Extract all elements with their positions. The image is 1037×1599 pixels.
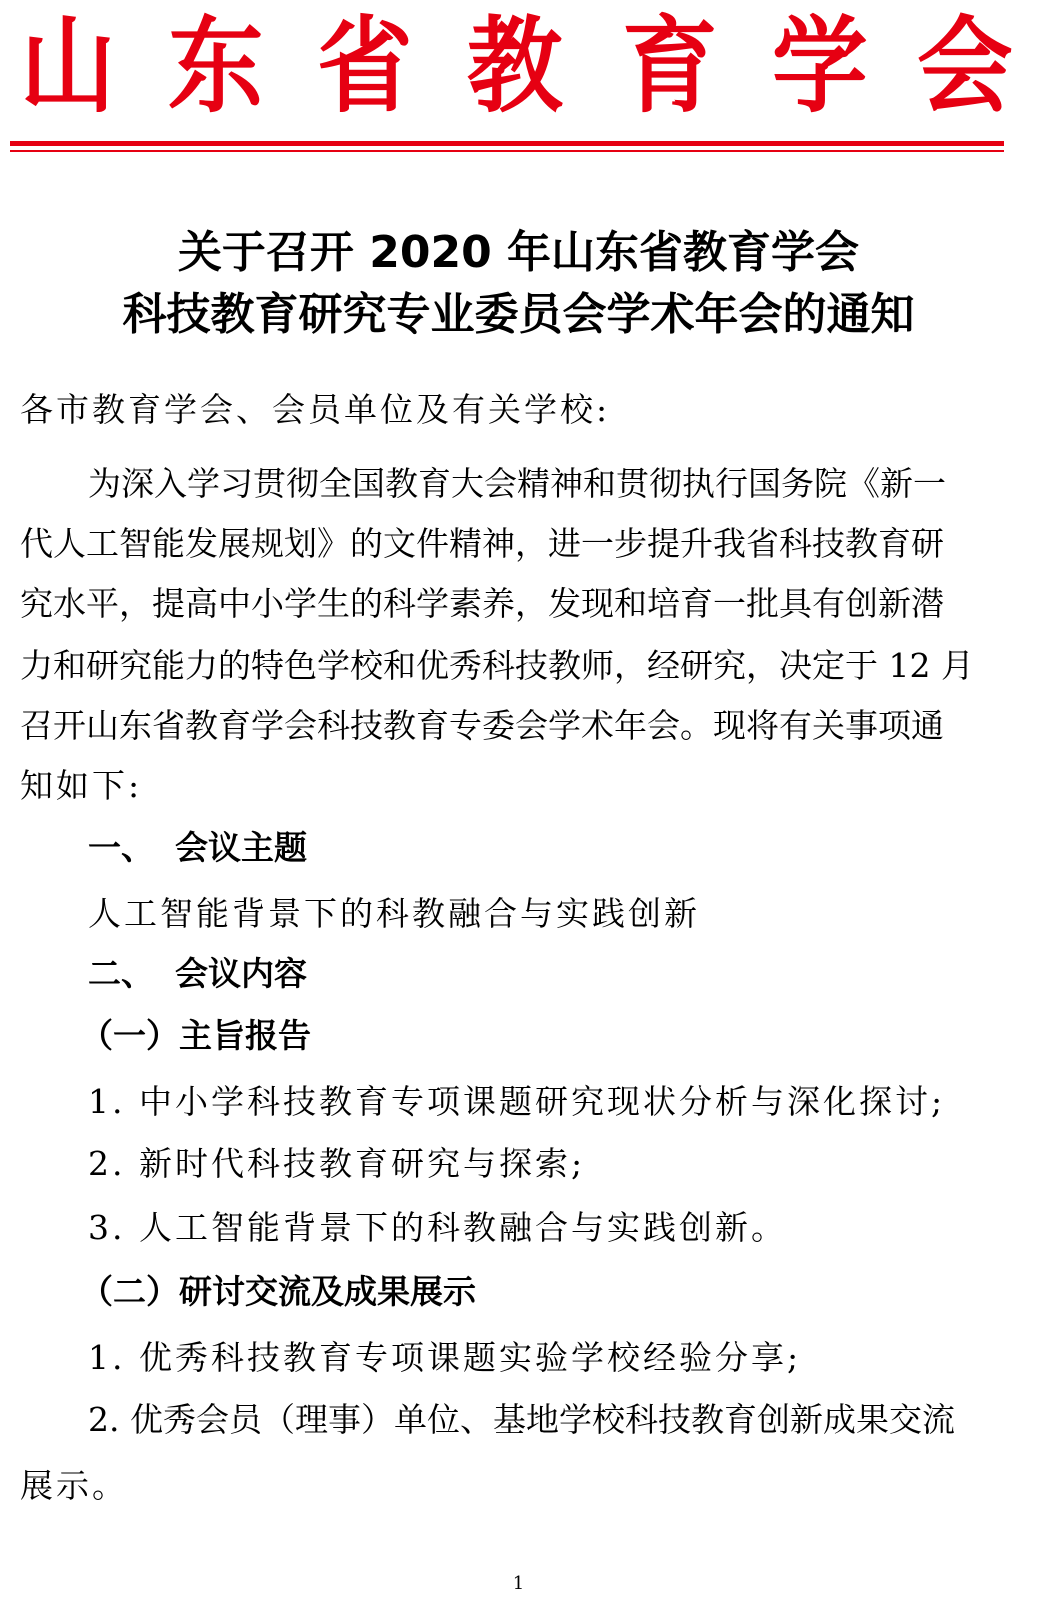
section-1-body: 人工智能背景下的科教融合与实践创新 bbox=[88, 894, 700, 933]
intro-line: 究水平，提高中小学生的科学素养，发现和培育一批具有创新潜 bbox=[20, 584, 944, 623]
letterhead-char: 省 bbox=[317, 4, 413, 127]
document-title-line-1: 关于召开 2020 年山东省教育学会 bbox=[177, 227, 860, 278]
section-1-heading: 会议主题 bbox=[175, 828, 307, 867]
section-2-heading: 会议内容 bbox=[175, 954, 307, 993]
letterhead-char: 会 bbox=[917, 4, 1013, 127]
letterhead bbox=[12, 6, 1012, 126]
intro-line: 代人工智能发展规划》的文件精神，进一步提升我省科技教育研 bbox=[20, 524, 944, 563]
letterhead-rule-thin bbox=[10, 150, 1004, 152]
subsection-2-item: 1. 优秀科技教育专项课题实验学校经验分享; bbox=[88, 1338, 802, 1377]
page-number: 1 bbox=[512, 1573, 525, 1594]
letterhead-char: 东 bbox=[168, 4, 264, 127]
subsection-1-heading: （一）主旨报告 bbox=[80, 1016, 311, 1055]
letterhead-char: 育 bbox=[622, 4, 718, 127]
letterhead-char: 教 bbox=[467, 4, 563, 127]
document-title-line-2: 科技教育研究专业委员会学术年会的通知 bbox=[122, 289, 915, 340]
section-2-number: 二、 bbox=[88, 954, 154, 993]
subsection-1-item: 2. 新时代科技教育研究与探索; bbox=[88, 1144, 586, 1183]
intro-line: 为深入学习贯彻全国教育大会精神和贯彻执行国务院《新一 bbox=[88, 464, 946, 503]
letterhead-char: 山 bbox=[20, 4, 116, 127]
intro-line: 召开山东省教育学会科技教育专委会学术年会。现将有关事项通 bbox=[20, 706, 944, 745]
letterhead-char: 学 bbox=[772, 4, 868, 127]
intro-line: 知如下: bbox=[20, 766, 143, 805]
subsection-2-heading: （二）研讨交流及成果展示 bbox=[80, 1272, 476, 1311]
subsection-2-item: 2. 优秀会员（理事）单位、基地学校科技教育创新成果交流 bbox=[88, 1400, 955, 1439]
letterhead-rule-thick bbox=[10, 141, 1004, 146]
salutation: 各市教育学会、会员单位及有关学校: bbox=[20, 390, 611, 429]
subsection-2-item: 展示。 bbox=[20, 1466, 128, 1505]
subsection-1-item: 3. 人工智能背景下的科教融合与实践创新。 bbox=[88, 1208, 787, 1247]
subsection-1-item: 1. 中小学科技教育专项课题研究现状分析与深化探讨; bbox=[88, 1082, 946, 1121]
section-1-number: 一、 bbox=[88, 828, 154, 867]
intro-line: 力和研究能力的特色学校和优秀科技教师，经研究，决定于 12 月 bbox=[20, 646, 974, 685]
